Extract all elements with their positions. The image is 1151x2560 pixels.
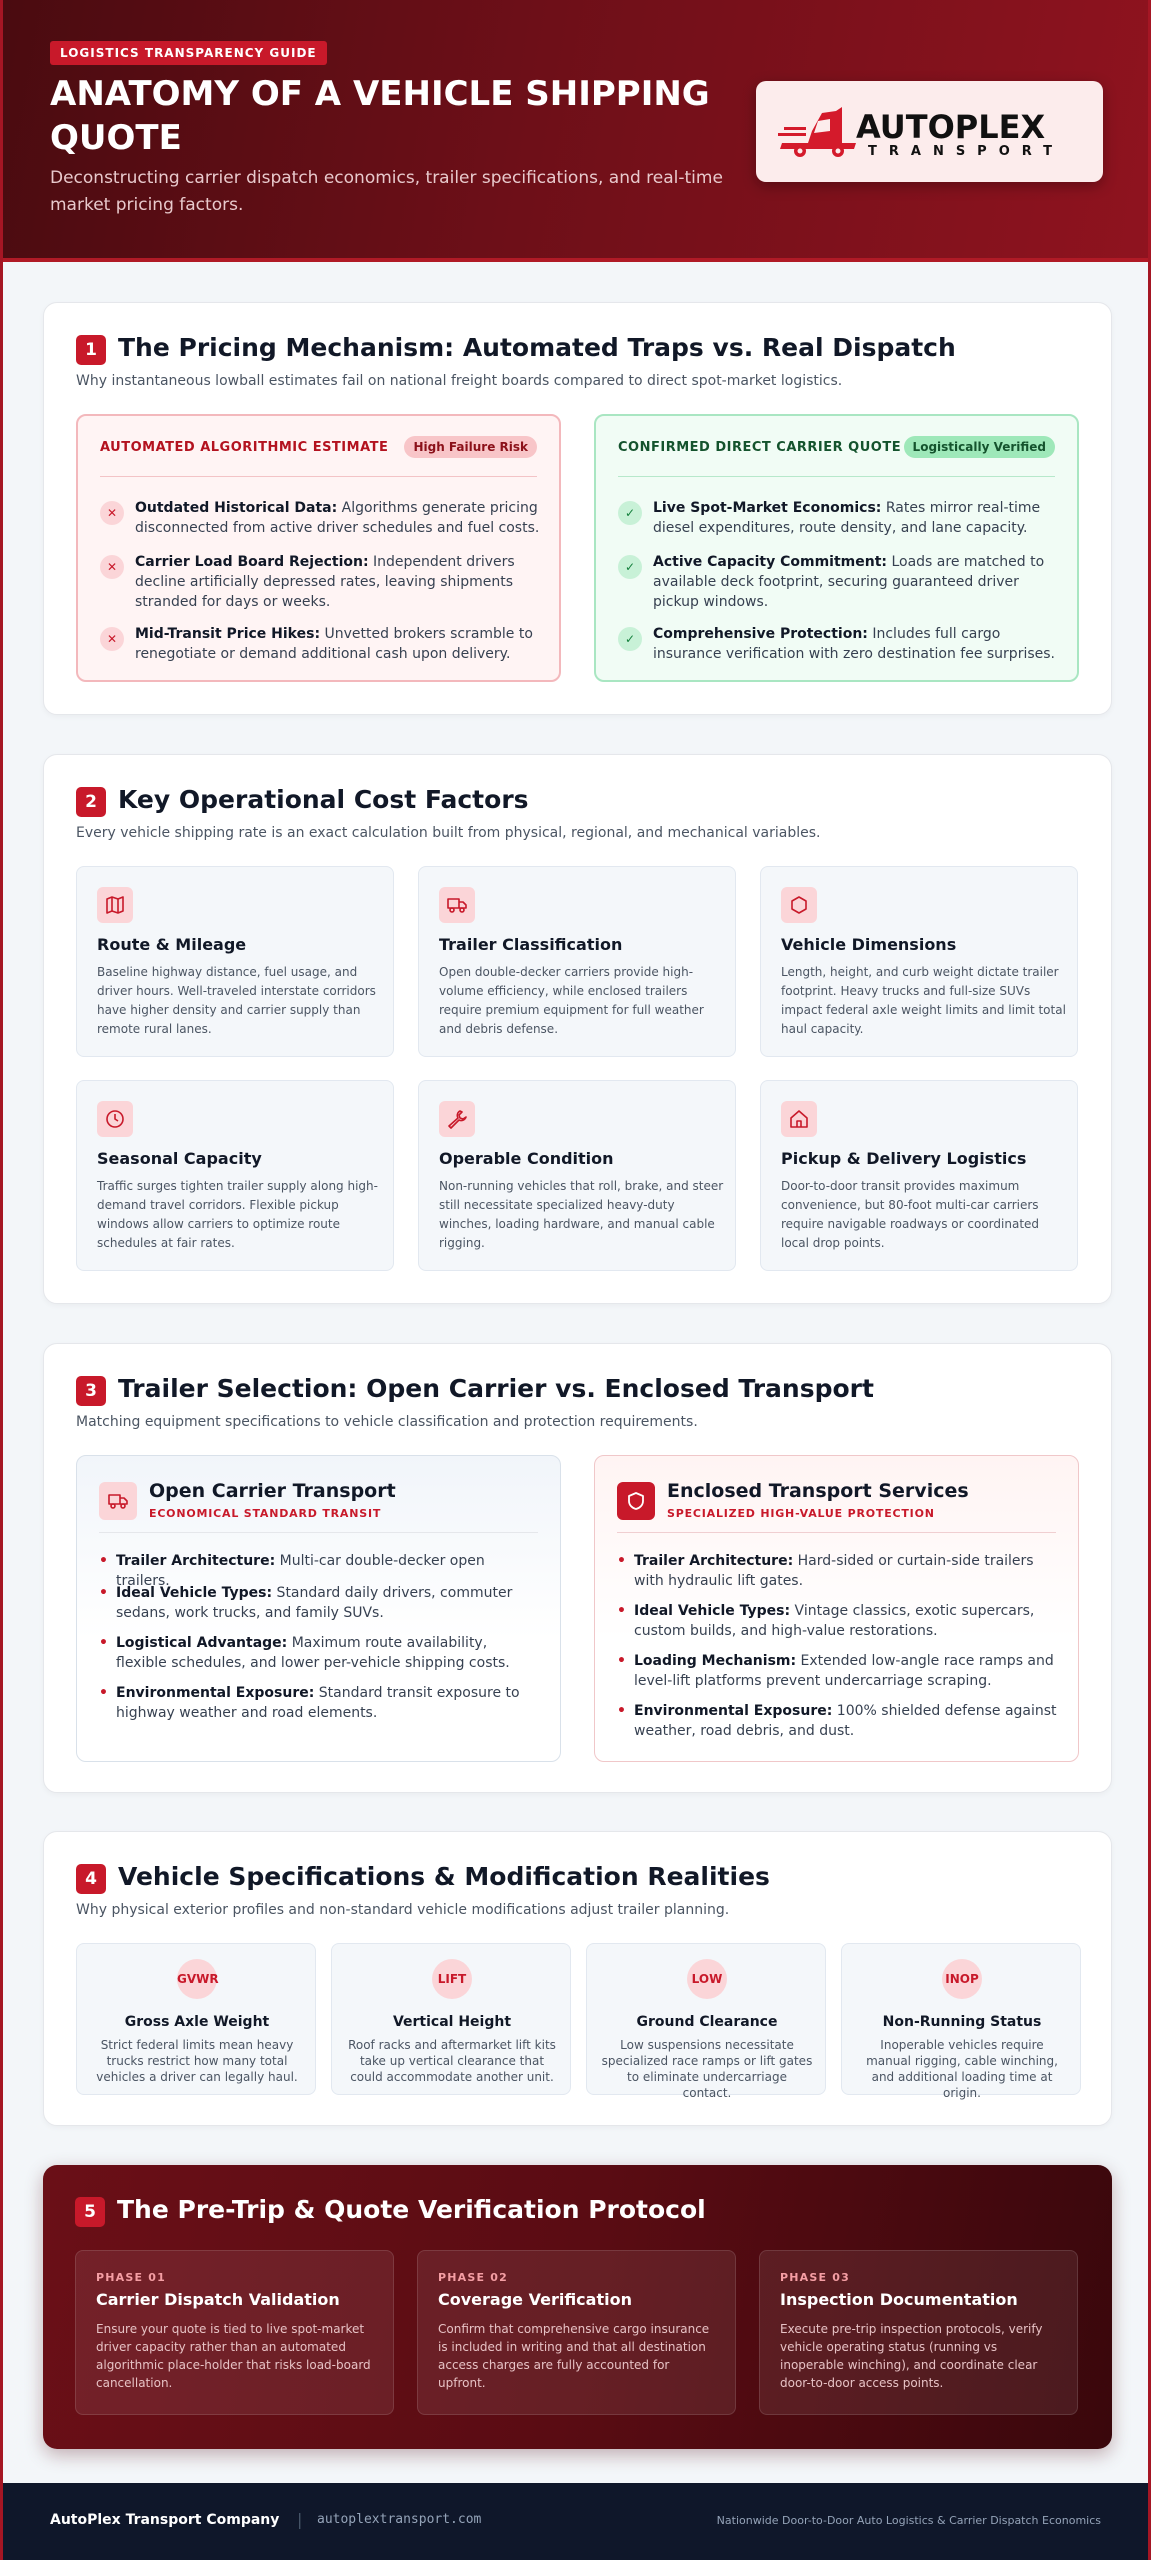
bullet-icon: • bbox=[617, 1603, 626, 1619]
bullet-icon: • bbox=[99, 1635, 108, 1651]
page-subtitle: Deconstructing carrier dispatch economics, trailer specifications, and real-time market pricing factors. bbox=[50, 168, 723, 215]
section-pricing-mechanism bbox=[43, 302, 1112, 715]
spec-code-badge: LOW bbox=[687, 1959, 727, 1999]
bullet-icon: • bbox=[617, 1703, 626, 1719]
item-text: Includes full cargo insurance verification with zero destination fee surprises. bbox=[653, 626, 1055, 662]
verified-badge: Logistically Verified bbox=[904, 436, 1055, 458]
item-label: Outdated Historical Data: bbox=[135, 500, 338, 516]
item-text: Maximum route availability, flexible schedules, and lower per-vehicle shipping costs. bbox=[116, 1635, 510, 1671]
item-label: Comprehensive Protection: bbox=[653, 626, 868, 642]
section-number: 5 bbox=[75, 2197, 105, 2227]
section-trailer-selection bbox=[43, 1343, 1112, 1793]
x-icon: ✕ bbox=[100, 501, 124, 525]
factor-description: Non-running vehicles that roll, brake, and steer still necessitate specialized heavy-duty winches, loading hardware, and manual cable rigging. bbox=[439, 1179, 724, 1250]
item-label: Mid-Transit Price Hikes: bbox=[135, 626, 321, 642]
factor-card-trailer bbox=[418, 866, 736, 1057]
truck-logo-icon bbox=[778, 103, 858, 161]
section-subtitle: Every vehicle shipping rate is an exact calculation built from physical, regional, and mechanical variables. bbox=[76, 825, 821, 841]
section-title: Vehicle Specifications & Modification Realities bbox=[118, 1862, 770, 1891]
phase-title: Carrier Dispatch Validation bbox=[96, 2290, 340, 2309]
algorithmic-estimate-panel bbox=[76, 414, 561, 682]
item-text: Hard-sided or curtain-side trailers with hydraulic lift gates. bbox=[634, 1553, 1034, 1589]
phase-description: Confirm that comprehensive cargo insurance is included in writing and that all destination access charges are fully accounted for upfront. bbox=[438, 2322, 710, 2390]
map-icon bbox=[97, 887, 133, 923]
x-icon: ✕ bbox=[100, 627, 124, 651]
spec-description: Low suspensions necessitate specialized race ramps or lift gates to eliminate undercarriage contact. bbox=[601, 2038, 813, 2100]
spec-description: Strict federal limits mean heavy trucks restrict how many total vehicles a driver can legally haul. bbox=[96, 2038, 298, 2084]
page-title: ANATOMY OF A VEHICLE SHIPPING QUOTE bbox=[50, 74, 710, 158]
item-label: Active Capacity Commitment: bbox=[653, 554, 888, 570]
factor-card-operable bbox=[418, 1080, 736, 1271]
item-label: Carrier Load Board Rejection: bbox=[135, 554, 369, 570]
factor-title: Route & Mileage bbox=[97, 935, 247, 954]
factor-title: Operable Condition bbox=[439, 1149, 614, 1168]
section-subtitle: Matching equipment specifications to vehicle classification and protection requirements. bbox=[76, 1414, 698, 1430]
item-label: Trailer Architecture: bbox=[116, 1553, 276, 1569]
factor-title: Vehicle Dimensions bbox=[781, 935, 957, 954]
item-text: Unvetted brokers scramble to renegotiate or demand additional cash upon delivery. bbox=[135, 626, 533, 662]
check-icon: ✓ bbox=[618, 627, 642, 651]
item-label: Trailer Architecture: bbox=[634, 1553, 794, 1569]
open-carrier-panel bbox=[76, 1455, 561, 1762]
truck-icon bbox=[439, 887, 475, 923]
item-text: Independent drivers decline artificially depressed rates, leaving shipments stranded for days or weeks. bbox=[135, 554, 515, 610]
panel-heading: CONFIRMED DIRECT CARRIER QUOTE bbox=[618, 440, 902, 455]
section-number: 2 bbox=[76, 787, 106, 817]
phase-card-3 bbox=[759, 2250, 1078, 2415]
bullet-icon: • bbox=[99, 1585, 108, 1601]
item-label: Ideal Vehicle Types: bbox=[634, 1603, 791, 1619]
factor-description: Traffic surges tighten trailer supply along high-demand travel corridors. Flexible pickup windows allow carriers to optimize route schedules at fair rates. bbox=[97, 1179, 378, 1250]
direct-carrier-quote-panel bbox=[594, 414, 1079, 682]
page-header bbox=[3, 0, 1148, 262]
section-title: The Pre-Trip & Quote Verification Protocol bbox=[117, 2195, 706, 2224]
company-logo bbox=[756, 81, 1103, 182]
section-vehicle-specs bbox=[43, 1831, 1112, 2126]
phase-label: PHASE 03 bbox=[780, 2271, 850, 2284]
hexagon-icon bbox=[781, 887, 817, 923]
item-text: Multi-car double-decker open trailers. bbox=[116, 1553, 485, 1589]
spec-card-lift bbox=[331, 1943, 571, 2095]
factor-description: Baseline highway distance, fuel usage, and driver hours. Well-traveled interstate corridors have higher density and carrier supply than remote rural lanes. bbox=[97, 965, 376, 1036]
factor-card-route bbox=[76, 866, 394, 1057]
spec-card-inop bbox=[841, 1943, 1081, 2100]
logo-subtext: TRANSPORT bbox=[868, 144, 1065, 159]
footer-separator: | bbox=[297, 2510, 303, 2529]
phase-description: Ensure your quote is tied to live spot-market driver capacity rather than an automated algorithmic place-holder that risks load-board cancellation. bbox=[96, 2322, 371, 2390]
section-number: 3 bbox=[76, 1376, 106, 1406]
section-number: 4 bbox=[76, 1864, 106, 1894]
bullet-icon: • bbox=[617, 1653, 626, 1669]
factor-title: Seasonal Capacity bbox=[97, 1149, 262, 1168]
divider bbox=[100, 476, 537, 477]
item-label: Ideal Vehicle Types: bbox=[116, 1585, 273, 1601]
phase-card-1 bbox=[75, 2250, 394, 2415]
item-label: Environmental Exposure: bbox=[116, 1685, 315, 1701]
item-label: Environmental Exposure: bbox=[634, 1703, 833, 1719]
item-label: Live Spot-Market Economics: bbox=[653, 500, 882, 516]
clock-icon bbox=[97, 1101, 133, 1137]
wrench-icon bbox=[439, 1101, 475, 1137]
divider bbox=[99, 1532, 538, 1533]
section-subtitle: Why physical exterior profiles and non-standard vehicle modifications adjust trailer planning. bbox=[76, 1902, 730, 1918]
item-text: Loads are matched to available deck footprint, securing guaranteed driver pickup windows. bbox=[653, 554, 1045, 610]
section-verification-protocol bbox=[43, 2165, 1112, 2449]
home-icon bbox=[781, 1101, 817, 1137]
item-text: Vintage classics, exotic supercars, custom builds, and high-value restorations. bbox=[634, 1603, 1035, 1639]
phase-title: Inspection Documentation bbox=[780, 2290, 1018, 2309]
panel-heading: AUTOMATED ALGORITHMIC ESTIMATE bbox=[100, 440, 389, 455]
footer-tagline: Nationwide Door-to-Door Auto Logistics & Carrier Dispatch Economics bbox=[716, 2514, 1101, 2527]
panel-subtitle: SPECIALIZED HIGH-VALUE PROTECTION bbox=[667, 1507, 935, 1520]
spec-title: Ground Clearance bbox=[636, 2014, 778, 2030]
spec-title: Gross Axle Weight bbox=[124, 2014, 270, 2030]
spec-title: Non-Running Status bbox=[882, 2014, 1042, 2030]
divider bbox=[618, 476, 1055, 477]
bullet-icon: • bbox=[617, 1553, 626, 1569]
factor-card-dimensions bbox=[760, 866, 1078, 1057]
item-text: Rates mirror real-time diesel expenditures, route density, and lane capacity. bbox=[653, 500, 1041, 536]
item-label: Loading Mechanism: bbox=[634, 1653, 797, 1669]
factor-title: Trailer Classification bbox=[439, 935, 623, 954]
spec-card-low bbox=[586, 1943, 826, 2100]
panel-title: Enclosed Transport Services bbox=[667, 1480, 969, 1502]
logo-wordmark: AUTOPLEX bbox=[856, 108, 1046, 146]
spec-code-badge: GVWR bbox=[177, 1959, 217, 1999]
panel-subtitle: ECONOMICAL STANDARD TRANSIT bbox=[149, 1507, 382, 1520]
section-cost-factors bbox=[43, 754, 1112, 1304]
divider bbox=[617, 1532, 1056, 1533]
item-text: Standard transit exposure to highway weather and road elements. bbox=[116, 1685, 520, 1721]
spec-code-badge: LIFT bbox=[432, 1959, 472, 1999]
phase-card-2 bbox=[417, 2250, 736, 2415]
enclosed-transport-panel bbox=[594, 1455, 1079, 1762]
section-subtitle: Why instantaneous lowball estimates fail on national freight boards compared to direct spot-market logistics. bbox=[76, 373, 843, 389]
phase-label: PHASE 02 bbox=[438, 2271, 508, 2284]
spec-title: Vertical Height bbox=[392, 2014, 512, 2030]
spec-description: Inoperable vehicles require manual rigging, cable winching, and additional loading time at origin. bbox=[866, 2038, 1058, 2100]
shield-icon bbox=[617, 1482, 655, 1520]
factor-card-pickup bbox=[760, 1080, 1078, 1271]
factor-card-seasonal bbox=[76, 1080, 394, 1271]
section-title: Key Operational Cost Factors bbox=[118, 785, 529, 814]
check-icon: ✓ bbox=[618, 501, 642, 525]
bullet-icon: • bbox=[99, 1685, 108, 1701]
panel-title: Open Carrier Transport bbox=[149, 1480, 396, 1502]
factor-description: Length, height, and curb weight dictate trailer footprint. Heavy trucks and full-size SUVs impact federal axle weight limits and limit total haul capacity. bbox=[781, 965, 1066, 1036]
factor-description: Door-to-door transit provides maximum convenience, but 80-foot multi-car carriers require navigable roadways or coordinated local drop points. bbox=[781, 1179, 1040, 1250]
factor-title: Pickup & Delivery Logistics bbox=[781, 1149, 1027, 1168]
section-number: 1 bbox=[76, 335, 106, 365]
spec-code-badge: INOP bbox=[942, 1959, 982, 1999]
item-label: Logistical Advantage: bbox=[116, 1635, 288, 1651]
phase-title: Coverage Verification bbox=[438, 2290, 632, 2309]
bullet-icon: • bbox=[99, 1553, 108, 1569]
x-icon: ✕ bbox=[100, 555, 124, 579]
truck-icon bbox=[99, 1482, 137, 1520]
phase-description: Execute pre-trip inspection protocols, verify vehicle operating status (running vs inoperable winching), and coordinate clear door-to-door access points. bbox=[780, 2322, 1043, 2390]
section-title: The Pricing Mechanism: Automated Traps vs. Real Dispatch bbox=[118, 333, 956, 362]
spec-description: Roof racks and aftermarket lift kits take up vertical clearance that could accommodate another unit. bbox=[348, 2038, 556, 2084]
page-footer bbox=[3, 2483, 1148, 2560]
item-text: Extended low-angle race ramps and level-lift platforms prevent undercarriage scraping. bbox=[634, 1653, 1054, 1689]
item-text: Standard daily drivers, commuter sedans, work trucks, and family SUVs. bbox=[116, 1585, 513, 1621]
risk-badge: High Failure Risk bbox=[404, 436, 537, 458]
footer-company: AutoPlex Transport Company bbox=[50, 2512, 280, 2528]
section-title: Trailer Selection: Open Carrier vs. Enclosed Transport bbox=[118, 1374, 874, 1403]
guide-tag: LOGISTICS TRANSPARENCY GUIDE bbox=[50, 41, 327, 65]
item-text: Algorithms generate pricing disconnected from active driver schedules and fuel costs. bbox=[135, 500, 540, 536]
factor-description: Open double-decker carriers provide high-volume efficiency, while enclosed trailers require premium equipment for full weather and debris defense. bbox=[439, 965, 704, 1036]
spec-card-gvwr bbox=[76, 1943, 316, 2095]
check-icon: ✓ bbox=[618, 555, 642, 579]
item-text: 100% shielded defense against weather, road debris, and dust. bbox=[634, 1703, 1057, 1739]
phase-label: PHASE 01 bbox=[96, 2271, 166, 2284]
footer-url-link[interactable]: autoplextransport.com bbox=[317, 2512, 482, 2527]
